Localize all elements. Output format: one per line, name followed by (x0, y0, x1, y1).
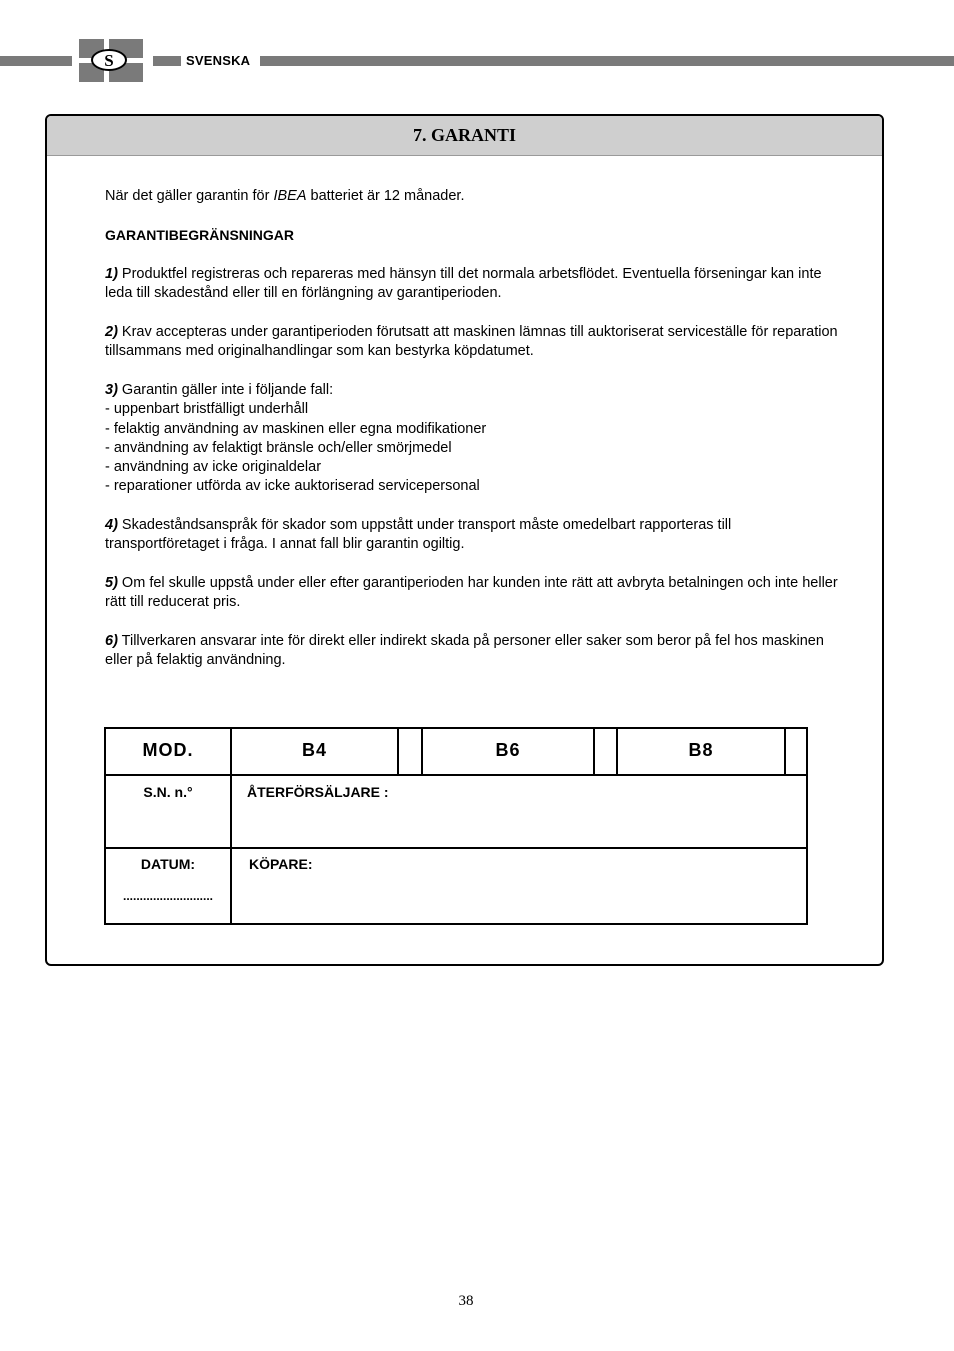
clause-text: Om fel skulle uppstå under eller efter garantiperioden har kunden inte rätt att avbryta betalningen och inte heller rätt till reducerat pris. (105, 574, 838, 611)
date-field[interactable]: ........................... (122, 889, 214, 903)
exclusion-item: - reparationer utförda av icke auktoriserad servicepersonal (105, 478, 480, 495)
clause-text: Krav accepteras under garantiperioden förutsatt att maskinen lämnas till auktoriserat serviceställe för reparation tillsammans med originalhandlingar som kan bestyrka köpdatumet. (105, 324, 838, 360)
model-b8-label: B8 (688, 740, 714, 760)
clause-text: Skadeståndsanspråk för skador som uppstått under transport måste omedelbart rapporteras till transportföretaget i fråga. I annat fall blir garantin ogiltig. (105, 517, 732, 553)
header-bar-mid (153, 56, 181, 66)
limits-heading (105, 226, 845, 246)
warranty-form (104, 727, 808, 925)
intro-paragraph (105, 187, 845, 206)
warranty-text (105, 187, 845, 690)
model-b6-label: B6 (495, 740, 521, 760)
exclusion-item: - felaktig användning av maskinen eller egna modifikationer (105, 420, 487, 437)
clause-number: 5) (105, 574, 118, 591)
flag-letter: S (91, 49, 127, 71)
clause-number: 3) (105, 381, 118, 398)
date-label: DATUM: (140, 856, 196, 872)
section-header (47, 116, 882, 156)
page-number: 38 (458, 1293, 474, 1309)
model-b4-label: B4 (301, 740, 327, 760)
buyer-label: KÖPARE: (249, 856, 313, 872)
clause-3-intro (105, 381, 845, 400)
exclusion-item: - uppenbart bristfälligt underhåll (105, 401, 309, 418)
language-flag-icon (79, 39, 143, 82)
limits-heading-text: GARANTIBEGRÄNSNINGAR (105, 226, 294, 243)
header-bar-left (0, 56, 72, 66)
clause-1 (105, 265, 845, 304)
clause-5 (105, 574, 845, 613)
clause-number: 1) (105, 266, 118, 283)
clause-6 (105, 632, 845, 671)
mod-label: MOD. (142, 740, 194, 760)
buyer-field[interactable] (232, 849, 806, 923)
model-b4-checkbox[interactable] (399, 729, 421, 774)
language-label: SVENSKA (186, 53, 251, 68)
intro-text-start: När det gäller garantin för (105, 188, 274, 204)
brand-name: IBEA (273, 188, 307, 204)
clause-text: Garantin gäller inte i följande fall: (117, 381, 334, 398)
clause-number: 4) (105, 517, 118, 534)
clause-text: Produktfel registreras och repareras med hänsyn till det normala arbetsflödet. Eventuella förseningar kan inte leda till skadestånd eller till en förlängning av garantiperioden. (105, 266, 822, 302)
exclusion-item: - användning av felaktigt bränsle och/eller smörjmedel (105, 439, 452, 456)
serial-number-label: S.N. n.° (143, 784, 193, 800)
clause-number: 2) (105, 324, 118, 341)
dealer-field[interactable] (232, 776, 806, 847)
clause-4 (105, 516, 845, 555)
model-b8-checkbox[interactable] (786, 729, 806, 774)
header-bar-right (260, 56, 954, 66)
dealer-label: ÅTERFÖRSÄLJARE : (247, 784, 389, 800)
clause-3 (105, 381, 845, 497)
model-b6-checkbox[interactable] (595, 729, 616, 774)
clause-2 (105, 323, 845, 362)
clause-number: 6) (105, 632, 118, 649)
clause-text: Tillverkaren ansvarar inte för direkt eller indirekt skada på personer eller saker som beror på fel hos maskinen eller på felaktig användning. (105, 632, 824, 669)
section-title: 7. GARANTI (412, 125, 516, 145)
exclusion-item: - användning av icke originaldelar (105, 459, 322, 476)
intro-text-end: batteriet är 12 månader. (306, 188, 465, 204)
